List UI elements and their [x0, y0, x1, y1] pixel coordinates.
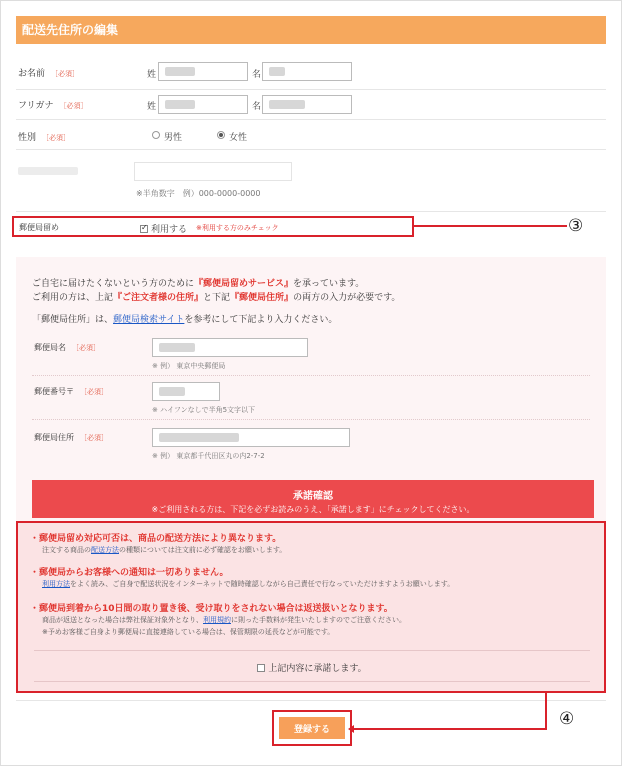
consent-title: 承諾確認 — [293, 491, 333, 502]
usage-guide-link[interactable]: 利用方法 — [42, 580, 70, 588]
service-line-1: ご自宅に届けたくないという方のために『郵便局留めサービス』を承っています。 — [32, 279, 365, 289]
service-line-3: 「郵便局住所」は、郵便局検索サイトを参考にして下記より入力ください。 — [32, 315, 338, 325]
gender-row — [16, 120, 606, 150]
phone-row — [16, 150, 606, 212]
page-title: 配送先住所の編集 — [16, 16, 606, 44]
office-name-row — [32, 332, 590, 376]
kana-mei-prefix: 名 — [252, 102, 262, 112]
shipping-method-link[interactable]: 配送方法 — [91, 546, 119, 554]
blurred-value — [269, 100, 305, 109]
notice-1-text: 注文する商品の配送方法の種類については注文前に必ず確認をお願いします。 — [42, 546, 287, 554]
callout-4: ④ — [559, 709, 575, 729]
office-address-input[interactable] — [152, 428, 350, 447]
annotation-box-3 — [12, 216, 414, 237]
name-row — [16, 56, 606, 90]
office-address-row — [32, 420, 590, 466]
agree-row — [34, 650, 590, 682]
blurred-value — [269, 67, 285, 76]
name-sei-prefix: 姓 — [147, 70, 157, 80]
notice-1-heading: ・郵便局留め対応可否は、商品の配送方法により異なります。 — [30, 534, 282, 544]
last-name-input[interactable] — [158, 62, 248, 81]
blurred-value — [159, 387, 185, 396]
office-name-label: 郵便局名 ［必須］ — [34, 343, 100, 352]
agree-label: 上記内容に承諾します。 — [268, 664, 367, 674]
name-mei-prefix: 名 — [252, 70, 262, 80]
kyokudome-checkbox-label: 利用する — [151, 225, 188, 235]
kyokudome-label: 郵便局留め — [19, 223, 59, 232]
office-name-input[interactable] — [152, 338, 308, 357]
postal-code-label: 郵便番号〒 ［必須］ — [34, 387, 108, 396]
notice-3-text: 商品が返送となった場合は弊社保証対象外となり、利用規約に則った手数料が発生いたしますのでご注意ください。 — [42, 616, 406, 624]
first-name-kana-input[interactable] — [262, 95, 352, 114]
consent-subtitle: ※ご利用される方は、下記を必ずお読みのうえ、「承諾します」にチェックしてください。 — [151, 505, 475, 514]
gender-label: 性別 ［必須］ — [18, 133, 71, 143]
register-button[interactable]: 登録する — [279, 717, 345, 739]
last-name-kana-input[interactable] — [158, 95, 248, 114]
blurred-value — [159, 433, 239, 442]
annotation-box-4 — [272, 710, 352, 746]
kyokudome-note: ※利用する方のみチェック — [196, 224, 279, 232]
office-address-hint: ※ 例） 東京都千代田区丸の内2-7-2 — [152, 452, 265, 460]
callout-3: ③ — [568, 216, 584, 236]
male-radio[interactable] — [152, 131, 160, 139]
agree-checkbox[interactable] — [257, 664, 265, 672]
male-label: 男性 — [164, 133, 183, 143]
notice-3-heading: ・郵便局到着から10日間の取り置き後、受け取りをされない場合は返送扱いとなります。 — [30, 604, 393, 614]
kana-sei-prefix: 姓 — [147, 102, 157, 112]
kana-row — [16, 90, 606, 120]
blurred-label — [18, 167, 78, 175]
phone-hint: ※半角数字 例）000-0000-0000 — [136, 189, 261, 198]
office-address-label: 郵便局住所 ［必須］ — [34, 433, 108, 442]
female-radio[interactable] — [217, 131, 225, 139]
postal-code-input[interactable] — [152, 382, 220, 401]
service-line-2: ご利用の方は、上記『ご注文者様の住所』と下記『郵便局住所』の両方の入力が必要です。 — [32, 293, 401, 303]
notice-3-text-2: ※予めお客様ご自身より郵便局に直接連絡している場合は、保管期限の延長などが可能です。 — [42, 628, 335, 636]
consent-banner — [32, 480, 594, 518]
kana-label: フリガナ ［必須］ — [18, 101, 88, 111]
name-label: お名前 ［必須］ — [18, 69, 80, 79]
notice-2-heading: ・郵便局からお客様への通知は一切ありません。 — [30, 568, 229, 578]
post-office-search-link[interactable]: 郵便局検索サイト — [113, 315, 185, 325]
postal-code-hint: ※ ハイフンなしで半角5文字以下 — [152, 406, 256, 414]
blurred-value — [165, 67, 195, 76]
notice-2-text: 利用方法をよく読み、ご自身で配送状況をインターネットで随時確認しながら自己責任で行なっていただけますようお願いします。 — [42, 580, 455, 588]
submit-divider — [16, 700, 606, 701]
first-name-input[interactable] — [262, 62, 352, 81]
blurred-value — [159, 343, 195, 352]
terms-link[interactable]: 利用規約 — [203, 616, 231, 624]
phone-input[interactable] — [134, 162, 292, 181]
postal-code-row — [32, 376, 590, 420]
blurred-value — [165, 100, 195, 109]
female-label: 女性 — [229, 133, 248, 143]
office-name-hint: ※ 例） 東京中央郵便局 — [152, 362, 226, 370]
agree-checkbox-wrap[interactable] — [34, 661, 590, 674]
